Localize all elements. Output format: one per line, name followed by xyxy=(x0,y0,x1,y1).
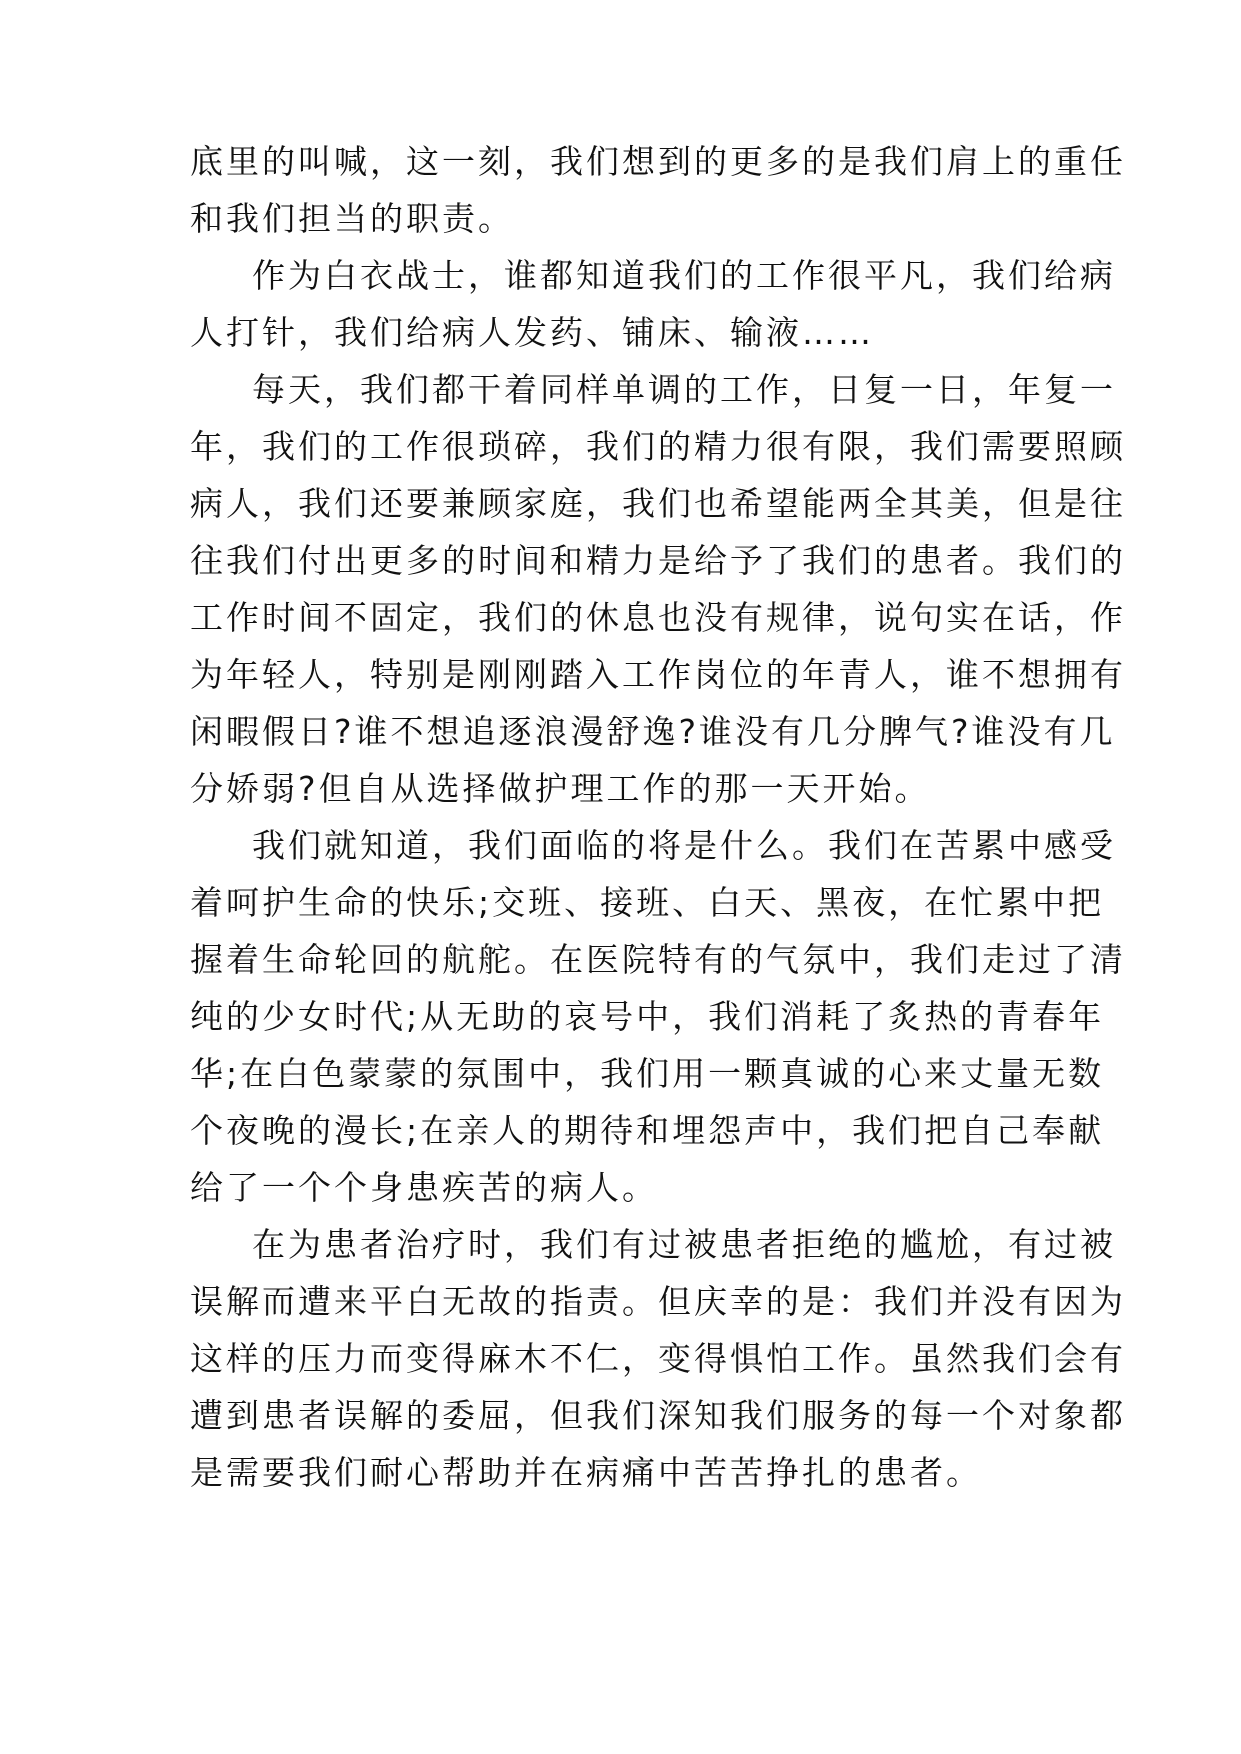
text-line: 年，我们的工作很琐碎，我们的精力很有限，我们需要照顾 xyxy=(190,427,1126,466)
text-line: 和我们担当的职责。 xyxy=(190,199,514,238)
text-line: 误解而遭来平白无故的指责。但庆幸的是：我们并没有因为 xyxy=(190,1282,1126,1321)
text-line: 底里的叫喊，这一刻，我们想到的更多的是我们肩上的重任 xyxy=(190,142,1126,181)
text-line: 工作时间不固定，我们的休息也没有规律，说句实在话，作 xyxy=(190,598,1126,637)
text-line: 着呵护生命的快乐;交班、接班、白天、黑夜，在忙累中把 xyxy=(190,883,1105,922)
text-line: 闲暇假日?谁不想追逐浪漫舒逸?谁没有几分脾气?谁没有几 xyxy=(190,712,1116,751)
text-line: 华;在白色蒙蒙的氛围中，我们用一颗真诚的心来丈量无数 xyxy=(190,1054,1105,1093)
text-line: 往我们付出更多的时间和精力是给予了我们的患者。我们的 xyxy=(190,541,1126,580)
paragraph-first-line: 我们就知道，我们面临的将是什么。我们在苦累中感受 xyxy=(252,826,1116,865)
text-line: 分娇弱?但自从选择做护理工作的那一天开始。 xyxy=(190,769,931,808)
paragraph-first-line: 在为患者治疗时，我们有过被患者拒绝的尴尬，有过被 xyxy=(252,1225,1116,1264)
text-line: 病人，我们还要兼顾家庭，我们也希望能两全其美，但是往 xyxy=(190,484,1126,523)
text-line: 这样的压力而变得麻木不仁，变得惧怕工作。虽然我们会有 xyxy=(190,1339,1126,1378)
text-line: 个夜晚的漫长;在亲人的期待和埋怨声中，我们把自己奉献 xyxy=(190,1111,1105,1150)
text-line: 遭到患者误解的委屈，但我们深知我们服务的每一个对象都 xyxy=(190,1396,1126,1435)
paragraph-first-line: 作为白衣战士，谁都知道我们的工作很平凡，我们给病 xyxy=(252,256,1116,295)
text-line: 是需要我们耐心帮助并在病痛中苦苦挣扎的患者。 xyxy=(190,1453,982,1492)
text-line: 纯的少女时代;从无助的哀号中，我们消耗了炙热的青春年 xyxy=(190,997,1105,1036)
paragraph-first-line: 每天，我们都干着同样单调的工作，日复一日，年复一 xyxy=(252,370,1116,409)
text-line: 握着生命轮回的航舵。在医院特有的气氛中，我们走过了清 xyxy=(190,940,1126,979)
text-line: 为年轻人，特别是刚刚踏入工作岗位的年青人，谁不想拥有 xyxy=(190,655,1126,694)
text-line: 给了一个个身患疾苦的病人。 xyxy=(190,1168,658,1207)
text-line: 人打针，我们给病人发药、铺床、输液…… xyxy=(190,313,874,352)
